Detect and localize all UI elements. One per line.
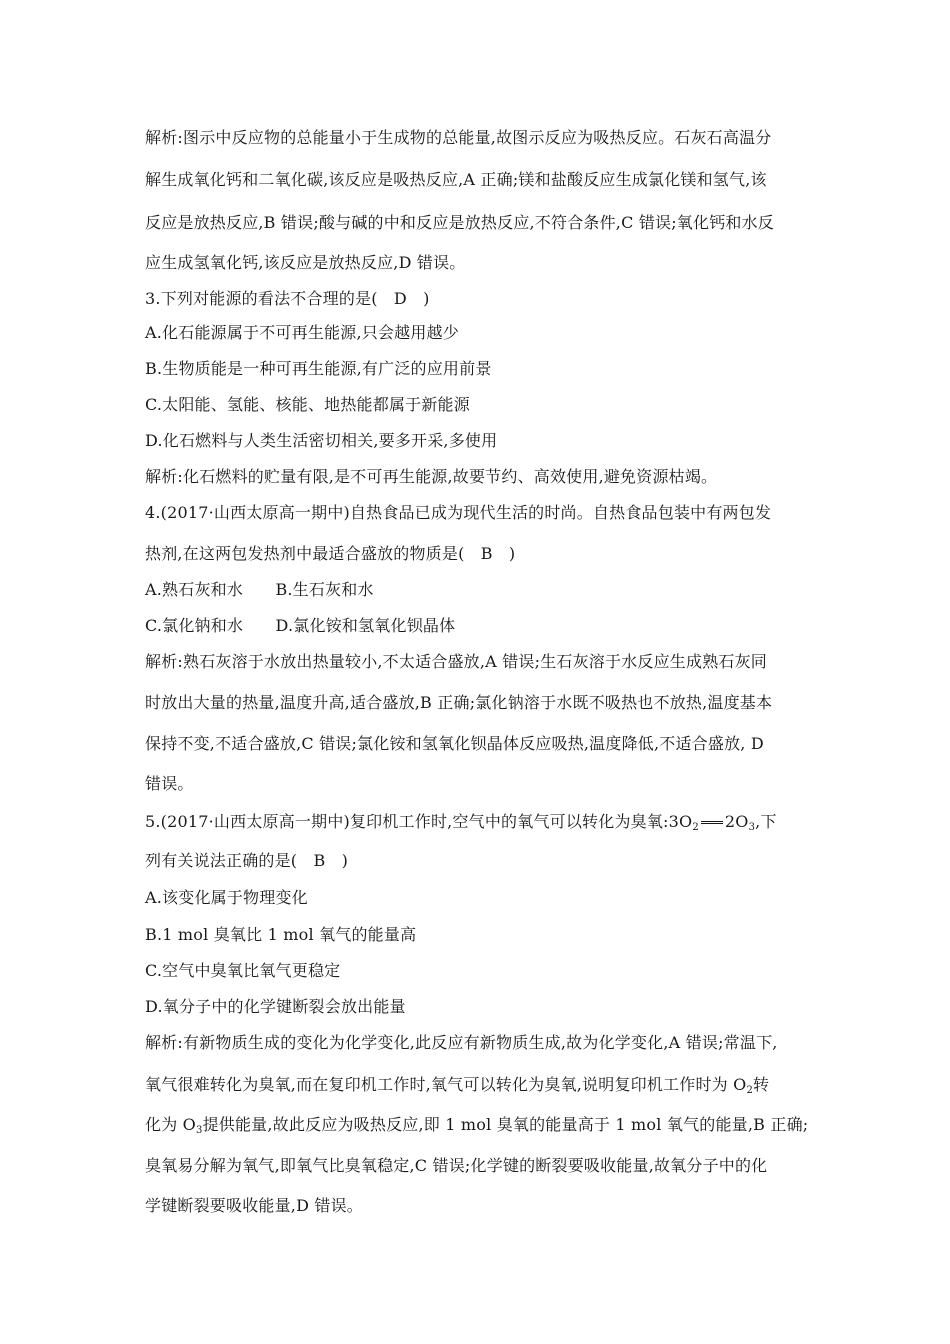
q5-product: 2O [724,812,749,831]
analysis-q5-line-2-text: 氧气很难转化为臭氧,而在复印机工作时,氧气可以转化为臭氧,说明复印机工作时为 O [145,1075,747,1094]
analysis-q2-line-1: 解析:图示中反应物的总能量小于生成物的总能量,故图示反应为吸热反应。石灰石高温分 [145,128,772,147]
q5-text-prefix: 5.(2017·山西太原高一期中)复印机工作时,空气中的氧气可以转化为臭氧:3O [145,812,693,831]
question-5-option-c: C.空气中臭氧比氧气更稳定 [145,961,341,980]
question-3-option-a: A.化石能源属于不可再生能源,只会越用越少 [145,323,459,342]
question-3-option-d: D.化石燃料与人类生活密切相关,要多开采,多使用 [145,431,498,450]
question-5-stem-line-2: 列有关说法正确的是( B ) [145,851,349,870]
question-3-option-b: B.生物质能是一种可再生能源,有广泛的应用前景 [145,359,492,378]
analysis-q5-line-1: 解析:有新物质生成的变化为化学变化,此反应有新物质生成,故为化学变化,A 错误;常温下, [145,1033,778,1052]
analysis-q5-line-5: 学键断裂要吸收能量,D 错误。 [145,1196,364,1215]
analysis-q5-line-3 [145,1115,808,1135]
analysis-q5-line-2-suffix: 转 [753,1075,770,1094]
analysis-q3: 解析:化石燃料的贮量有限,是不可再生能源,故要节约、高效使用,避免资源枯竭。 [145,467,718,486]
analysis-q2-line-3: 反应是放热反应,B 错误;酸与碱的中和反应是放热反应,不符合条件,C 错误;氧化钙和水反 [145,213,775,232]
question-5-option-b: B.1 mol 臭氧比 1 mol 氧气的能量高 [145,925,417,944]
question-5-option-a: A.该变化属于物理变化 [145,888,308,907]
question-4-options-ab: A.熟石灰和水 B.生石灰和水 [145,580,374,599]
question-4-options-cd: C.氯化钠和水 D.氯化铵和氢氧化钡晶体 [145,616,456,635]
analysis-q4-line-3: 保持不变,不适合盛放,C 错误;氯化铵和氢氧化钡晶体反应吸热,温度降低,不适合盛放, D [145,734,764,753]
analysis-q2-line-4: 应生成氢氧化钙,该反应是放热反应,D 错误。 [145,253,466,272]
question-5-option-d: D.氧分子中的化学键断裂会放出能量 [145,997,406,1016]
analysis-q4-line-1: 解析:熟石灰溶于水放出热量较小,不太适合盛放,A 错误;生石灰溶于水反应生成熟石灰同 [145,652,767,671]
reaction-equals-sign [701,821,723,824]
q5-subscript-3: 3 [748,822,756,833]
question-4-stem-line-2: 热剂,在这两包发热剂中最适合盛放的物质是( B ) [145,544,516,563]
analysis-q4-line-4: 错误。 [145,774,194,793]
analysis-q5-line-2 [145,1075,769,1095]
analysis-q5-line-3-text: 提供能量,故此反应为吸热反应,即 1 mol 臭氧的能量高于 1 mol 氧气的能量,B 正确; [202,1115,809,1134]
analysis-q5-line-3-prefix: 化为 O [145,1115,197,1134]
question-3-stem: 3.下列对能源的看法不合理的是( D ) [145,289,430,308]
question-4-stem-line-1: 4.(2017·山西太原高一期中)自热食品已成为现代生活的时尚。自热食品包装中有两包发 [145,503,772,522]
analysis-q5-subscript-2: 2 [746,1085,754,1096]
analysis-q2-line-2: 解生成氧化钙和二氧化碳,该反应是吸热反应,A 正确;镁和盐酸反应生成氯化镁和氢气,该 [145,170,767,189]
analysis-q5-subscript-3: 3 [196,1125,203,1136]
analysis-q4-line-2: 时放出大量的热量,温度升高,适合盛放,B 正确;氯化钠溶于水既不吸热也不放热,温度基本 [145,693,773,712]
question-5-stem-line-1 [145,812,777,832]
q5-subscript-2: 2 [692,822,699,833]
question-3-option-c: C.太阳能、氢能、核能、地热能都属于新能源 [145,395,470,414]
analysis-q5-line-4: 臭氧易分解为氧气,即氧气比臭氧稳定,C 错误;化学键的断裂要吸收能量,故氧分子中的化 [145,1156,768,1175]
q5-text-suffix: ,下 [755,812,777,831]
